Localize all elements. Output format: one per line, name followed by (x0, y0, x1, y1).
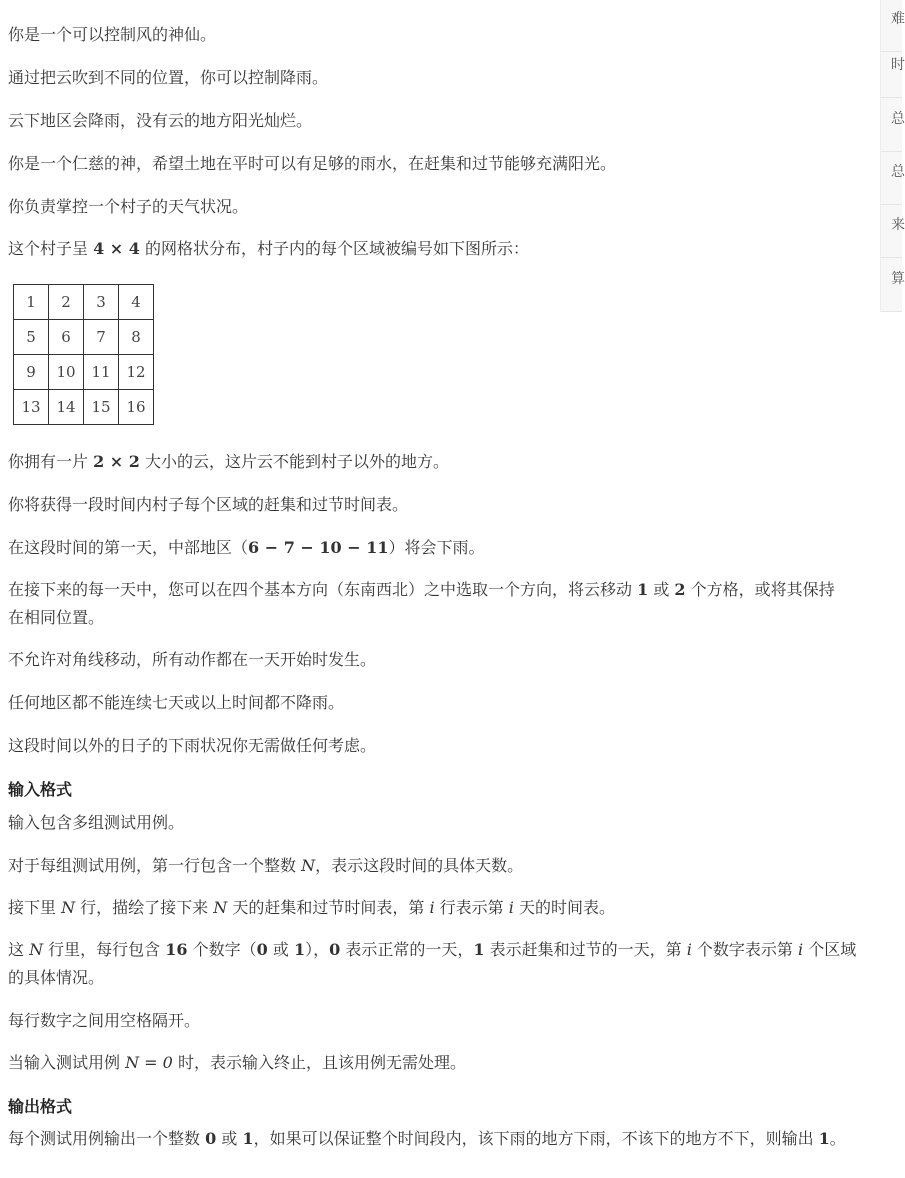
sidebar-item-total-1[interactable] (881, 100, 905, 152)
statement-paragraph: 你是一个仁慈的神，希望土地在平时可以有足够的雨水，在赶集和过节能够充满阳光。 (8, 154, 617, 173)
math-expression: 0 (205, 1129, 217, 1148)
sidebar-item-label: 总 (891, 111, 905, 127)
math-expression: N (29, 940, 44, 959)
grid-cell: 11 (84, 355, 119, 390)
input-paragraph: 输入包含多组测试用例。 (8, 813, 185, 832)
text-span: 个方格，或将其保持在相同位置。 (8, 580, 835, 627)
input-paragraph (8, 853, 858, 879)
grid-cell: 10 (49, 355, 84, 390)
sidebar-item-total-2[interactable] (881, 153, 905, 205)
math-expression: 1 (473, 940, 485, 959)
text-span: 你拥有一片 (8, 452, 94, 471)
sidebar-item-time[interactable] (881, 46, 905, 98)
problem-info-sidebar (880, 0, 905, 312)
math-expression: 1 (242, 1129, 254, 1148)
sidebar-item-source[interactable] (881, 206, 905, 258)
input-paragraph: 每行数字之间用空格隔开。 (8, 1011, 201, 1030)
text-span: 行表示第 (434, 898, 509, 917)
grid-cell: 14 (49, 390, 84, 425)
text-span: 表示赶集和过节的一天，第 (484, 940, 687, 959)
input-paragraph (8, 936, 858, 992)
statement-paragraph: 这段时间以外的日子的下雨状况你无需做任何考虑。 (8, 736, 377, 755)
statement-paragraph (8, 449, 858, 475)
sidebar-item-algorithm[interactable] (881, 260, 905, 312)
text-span: 或 (267, 940, 294, 959)
village-grid (13, 284, 154, 425)
text-span: 这 (8, 940, 30, 959)
grid-row (14, 320, 154, 355)
sidebar-item-label: 算 (891, 271, 905, 287)
text-span: 行里，每行包含 (43, 940, 166, 959)
text-span: 。 (829, 1129, 846, 1148)
grid-cell: 9 (14, 355, 49, 390)
sidebar-item-label: 来 (891, 217, 905, 233)
math-expression: 0 (256, 940, 268, 959)
text-span: 时，表示输入终止，且该用例无需处理。 (172, 1053, 466, 1072)
text-span: 在这段时间的第一天，中部地区（ (8, 538, 249, 557)
math-expression: N = 0 (125, 1053, 173, 1072)
statement-paragraph: 任何地区都不能连续七天或以上时间都不降雨。 (8, 693, 345, 712)
grid-cell: 5 (14, 320, 49, 355)
text-span: 个数字（ (187, 940, 257, 959)
math-expression: 1 (637, 580, 649, 599)
grid-row (14, 285, 154, 320)
math-expression: 4 × 4 (93, 239, 140, 258)
math-expression: 2 (674, 580, 686, 599)
grid-row (14, 355, 154, 390)
grid-cell: 12 (119, 355, 154, 390)
grid-cell: 2 (49, 285, 84, 320)
text-span: ，表示这段时间的具体天数。 (315, 856, 524, 875)
output-paragraph (8, 1125, 858, 1153)
statement-paragraph: 通过把云吹到不同的位置，你可以控制降雨。 (8, 68, 329, 87)
input-paragraph (8, 1050, 858, 1076)
math-expression: 2 × 2 (93, 452, 140, 471)
math-expression: 0 (329, 940, 341, 959)
math-expression: N (301, 856, 316, 875)
text-span: 当输入测试用例 (8, 1053, 126, 1072)
math-expression: N (61, 898, 76, 917)
math-expression: N (213, 898, 228, 917)
math-expression: 1 (818, 1129, 830, 1148)
text-span: 或 (216, 1129, 243, 1148)
math-expression: i (508, 898, 514, 917)
statement-paragraph: 你负责掌控一个村子的天气状况。 (8, 197, 249, 216)
grid-cell: 15 (84, 390, 119, 425)
math-expression: 6 − 7 − 10 − 11 (248, 538, 389, 557)
grid-cell: 7 (84, 320, 119, 355)
text-span: 对于每组测试用例，第一行包含一个整数 (8, 856, 302, 875)
output-format-heading: 输出格式 (8, 1097, 73, 1116)
text-span: 大小的云，这片云不能到村子以外的地方。 (139, 452, 449, 471)
text-span: 表示正常的一天， (340, 940, 474, 959)
text-span: 的网格状分布，村子内的每个区域被编号如下图所示： (139, 239, 529, 258)
sidebar-item-label: 总 (891, 164, 905, 180)
statement-paragraph: 你将获得一段时间内村子每个区域的赶集和过节时间表。 (8, 495, 409, 514)
text-span: 这个村子呈 (8, 239, 94, 258)
text-span: 天的赶集和过节时间表，第 (227, 898, 430, 917)
statement-paragraph: 云下地区会降雨，没有云的地方阳光灿烂。 (8, 111, 313, 130)
text-span: 接下里 (8, 898, 62, 917)
text-span: ）， (305, 940, 330, 959)
math-expression: i (429, 898, 435, 917)
text-span: ）将会下雨。 (388, 538, 485, 557)
math-expression: i (686, 940, 692, 959)
math-expression: 16 (165, 940, 188, 959)
grid-cell: 1 (14, 285, 49, 320)
text-span: 个区域的具体情况。 (8, 940, 857, 987)
sidebar-item-label: 难 (891, 11, 905, 27)
text-span: 在接下来的每一天中，您可以在四个基本方向（东南西北）之中选取一个方向，将云移动 (8, 580, 638, 599)
grid-cell: 4 (119, 285, 154, 320)
input-paragraph (8, 895, 858, 921)
grid-cell: 16 (119, 390, 154, 425)
text-span: ，如果可以保证整个时间段内，该下雨的地方下雨，不该下的地方不下，则输出 (253, 1129, 819, 1148)
sidebar-item-difficulty[interactable] (881, 0, 905, 52)
math-expression: i (798, 940, 804, 959)
text-span: 个数字表示第 (691, 940, 798, 959)
grid-cell: 3 (84, 285, 119, 320)
math-expression: 1 (293, 940, 306, 959)
text-span: 天的时间表。 (513, 898, 615, 917)
text-span: 或 (648, 580, 675, 599)
sidebar-item-label: 时 (891, 57, 905, 73)
grid-cell: 6 (49, 320, 84, 355)
grid-cell: 8 (119, 320, 154, 355)
grid-row (14, 390, 154, 425)
statement-paragraph (8, 576, 848, 632)
statement-paragraph: 不允许对角线移动，所有动作都在一天开始时发生。 (8, 650, 377, 669)
statement-paragraph: 你是一个可以控制风的神仙。 (8, 25, 217, 44)
input-format-heading: 输入格式 (8, 780, 73, 799)
grid-cell: 13 (14, 390, 49, 425)
text-span: 行，描绘了接下来 (75, 898, 214, 917)
statement-paragraph (8, 236, 858, 262)
text-span: 每个测试用例输出一个整数 (8, 1129, 206, 1148)
statement-paragraph (8, 535, 858, 561)
